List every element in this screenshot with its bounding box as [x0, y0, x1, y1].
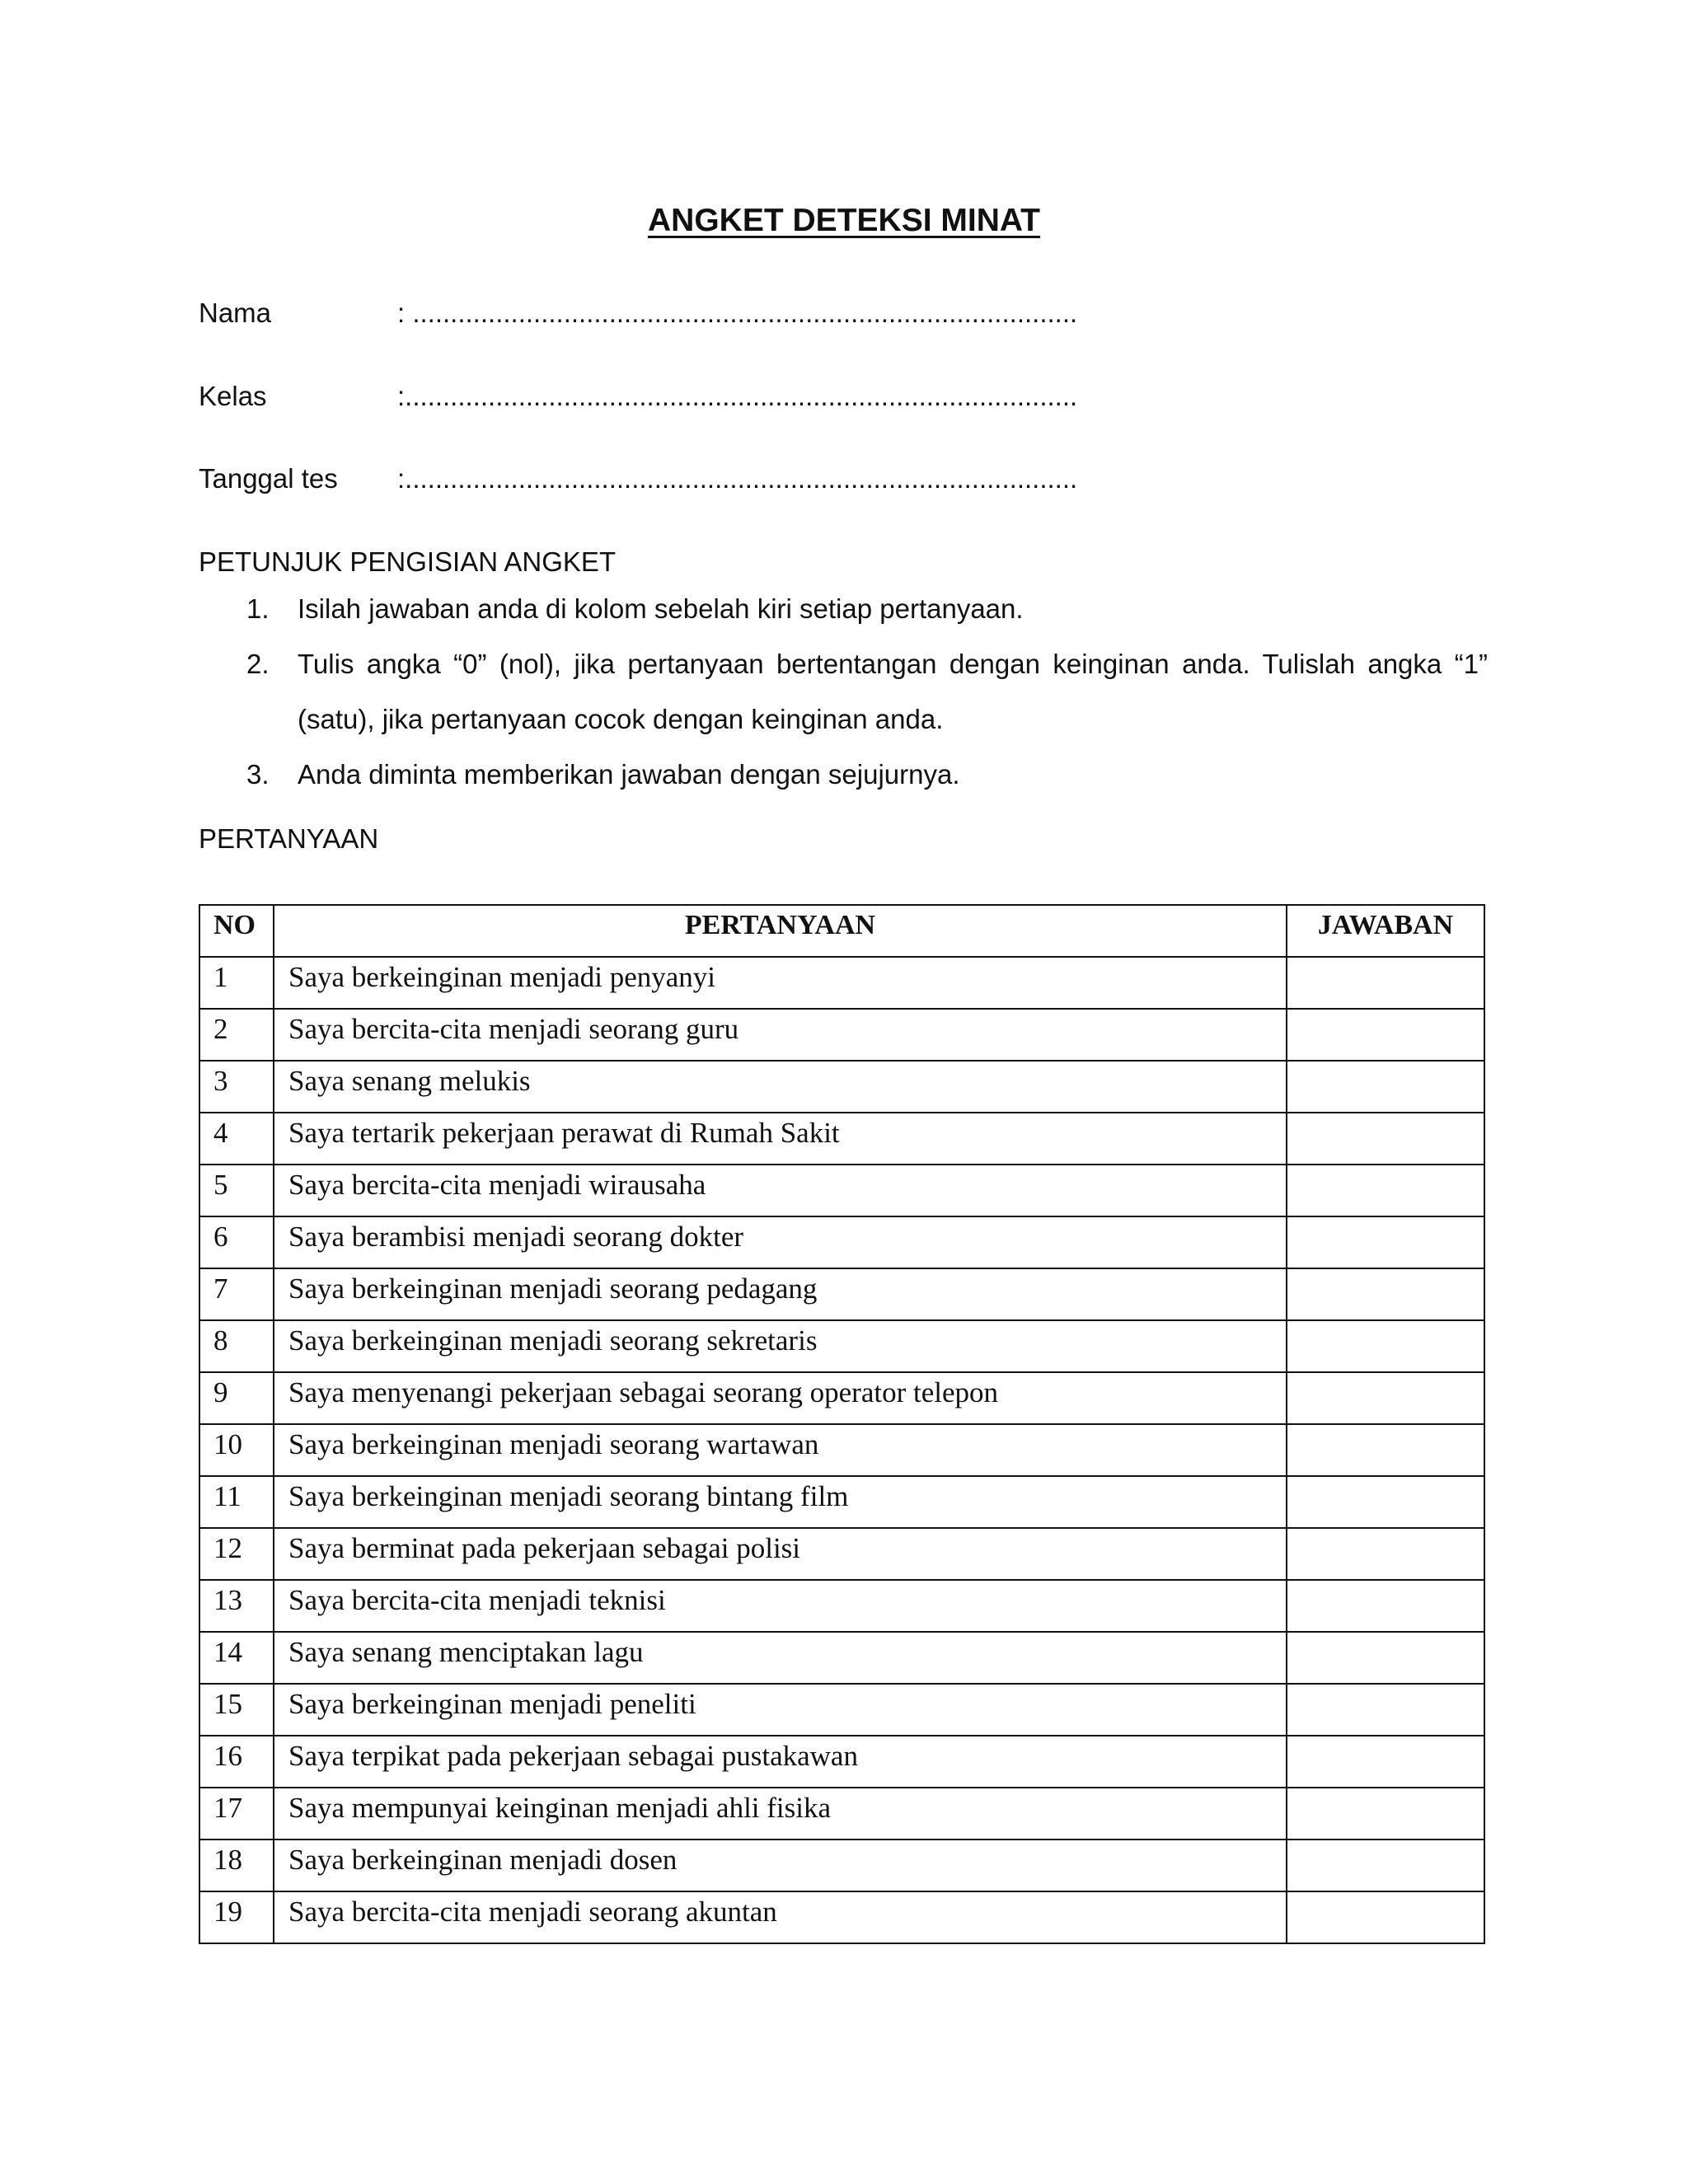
instruction-text: Anda diminta memberikan jawaban dengan sejujurnya.	[298, 759, 960, 790]
table-row	[199, 1009, 1484, 1061]
instruction-number: 2.	[246, 649, 270, 679]
row-number: 18	[199, 1840, 274, 1891]
table-row	[199, 1840, 1484, 1891]
row-question: Saya terpikat pada pekerjaan sebagai pustakawan	[274, 1736, 1287, 1788]
row-question: Saya berkeinginan menjadi seorang pedagang	[274, 1268, 1287, 1320]
instructions-list	[199, 581, 1488, 802]
row-number: 4	[199, 1113, 274, 1165]
instruction-item	[199, 581, 1488, 636]
answer-cell[interactable]	[1287, 1165, 1484, 1216]
row-number: 13	[199, 1580, 274, 1632]
row-number: 11	[199, 1476, 274, 1528]
answer-cell[interactable]	[1287, 1424, 1484, 1476]
answer-cell[interactable]	[1287, 957, 1484, 1009]
row-number: 5	[199, 1165, 274, 1216]
answer-cell[interactable]	[1287, 1736, 1484, 1788]
test-date-label: Tanggal tes	[199, 463, 338, 494]
test-date-blank[interactable]: :.........................................................................................	[397, 463, 1078, 494]
answer-cell[interactable]	[1287, 1580, 1484, 1632]
table-row	[199, 1891, 1484, 1943]
name-field	[199, 297, 1077, 330]
table-header-row	[199, 905, 1484, 957]
answer-cell[interactable]	[1287, 1632, 1484, 1684]
table-row	[199, 957, 1484, 1009]
answer-cell[interactable]	[1287, 1061, 1484, 1113]
name-label: Nama	[199, 298, 272, 328]
row-number: 2	[199, 1009, 274, 1061]
row-question: Saya berkeinginan menjadi dosen	[274, 1840, 1287, 1891]
row-number: 16	[199, 1736, 274, 1788]
row-number: 15	[199, 1684, 274, 1736]
table-row	[199, 1320, 1484, 1372]
answer-cell[interactable]	[1287, 1009, 1484, 1061]
row-question: Saya menyenangi pekerjaan sebagai seorang operator telepon	[274, 1372, 1287, 1424]
document-title	[0, 200, 1688, 241]
table-row	[199, 1113, 1484, 1165]
instruction-item	[199, 636, 1488, 747]
answer-cell[interactable]	[1287, 1113, 1484, 1165]
row-number: 1	[199, 957, 274, 1009]
document-title-text: ANGKET DETEKSI MINAT	[648, 203, 1040, 238]
header-no: NO	[199, 905, 274, 957]
row-number: 8	[199, 1320, 274, 1372]
row-number: 7	[199, 1268, 274, 1320]
row-number: 14	[199, 1632, 274, 1684]
answer-cell[interactable]	[1287, 1216, 1484, 1268]
table-row	[199, 1736, 1484, 1788]
answer-cell[interactable]	[1287, 1320, 1484, 1372]
row-question: Saya berkeinginan menjadi peneliti	[274, 1684, 1287, 1736]
row-question: Saya bercita-cita menjadi wirausaha	[274, 1165, 1287, 1216]
answer-cell[interactable]	[1287, 1684, 1484, 1736]
row-question: Saya berambisi menjadi seorang dokter	[274, 1216, 1287, 1268]
answer-cell[interactable]	[1287, 1372, 1484, 1424]
row-question: Saya berkeinginan menjadi seorang bintang film	[274, 1476, 1287, 1528]
row-number: 19	[199, 1891, 274, 1943]
table-body	[199, 957, 1484, 1943]
row-number: 6	[199, 1216, 274, 1268]
row-question: Saya berkeinginan menjadi seorang sekretaris	[274, 1320, 1287, 1372]
instruction-item	[199, 747, 1488, 802]
answer-cell[interactable]	[1287, 1891, 1484, 1943]
answer-cell[interactable]	[1287, 1840, 1484, 1891]
table-row	[199, 1684, 1484, 1736]
answer-cell[interactable]	[1287, 1476, 1484, 1528]
row-number: 9	[199, 1372, 274, 1424]
row-question: Saya bercita-cita menjadi teknisi	[274, 1580, 1287, 1632]
row-question: Saya senang menciptakan lagu	[274, 1632, 1287, 1684]
row-question: Saya bercita-cita menjadi seorang guru	[274, 1009, 1287, 1061]
instruction-number: 3.	[246, 759, 270, 790]
table-row	[199, 1632, 1484, 1684]
table-row	[199, 1580, 1484, 1632]
row-number: 12	[199, 1528, 274, 1580]
instruction-number: 1.	[246, 593, 270, 624]
answer-cell[interactable]	[1287, 1268, 1484, 1320]
answer-cell[interactable]	[1287, 1788, 1484, 1840]
test-date-field	[199, 462, 1077, 495]
table-row	[199, 1216, 1484, 1268]
instruction-text: Isilah jawaban anda di kolom sebelah kiri setiap pertanyaan.	[298, 593, 1024, 624]
table-row	[199, 1268, 1484, 1320]
row-question: Saya senang melukis	[274, 1061, 1287, 1113]
class-field	[199, 380, 1077, 413]
table-row	[199, 1476, 1484, 1528]
row-question: Saya berkeinginan menjadi penyanyi	[274, 957, 1287, 1009]
name-blank[interactable]: : ........................................................................................	[397, 298, 1078, 328]
row-question: Saya mempunyai keinginan menjadi ahli fisika	[274, 1788, 1287, 1840]
header-question: PERTANYAAN	[274, 905, 1287, 957]
table-row	[199, 1372, 1484, 1424]
row-question: Saya berkeinginan menjadi seorang wartawan	[274, 1424, 1287, 1476]
class-label: Kelas	[199, 381, 267, 411]
questions-heading: PERTANYAAN	[199, 823, 379, 854]
row-number: 17	[199, 1788, 274, 1840]
instruction-text: Tulis angka “0” (nol), jika pertanyaan bertentangan dengan keinginan anda. Tulislah angka “1” (satu), jika pertanyaan cocok dengan keinginan anda.	[298, 649, 1488, 734]
table-row	[199, 1528, 1484, 1580]
row-question: Saya bercita-cita menjadi seorang akuntan	[274, 1891, 1287, 1943]
table-row	[199, 1788, 1484, 1840]
table-row	[199, 1061, 1484, 1113]
instructions-heading: PETUNJUK PENGISIAN ANGKET	[199, 546, 617, 577]
row-question: Saya berminat pada pekerjaan sebagai polisi	[274, 1528, 1287, 1580]
row-number: 10	[199, 1424, 274, 1476]
class-blank[interactable]: :.........................................................................................	[397, 381, 1078, 411]
row-question: Saya tertarik pekerjaan perawat di Rumah Sakit	[274, 1113, 1287, 1165]
questions-table	[199, 904, 1485, 1944]
answer-cell[interactable]	[1287, 1528, 1484, 1580]
row-number: 3	[199, 1061, 274, 1113]
table-row	[199, 1424, 1484, 1476]
header-answer: JAWABAN	[1287, 905, 1484, 957]
table-row	[199, 1165, 1484, 1216]
